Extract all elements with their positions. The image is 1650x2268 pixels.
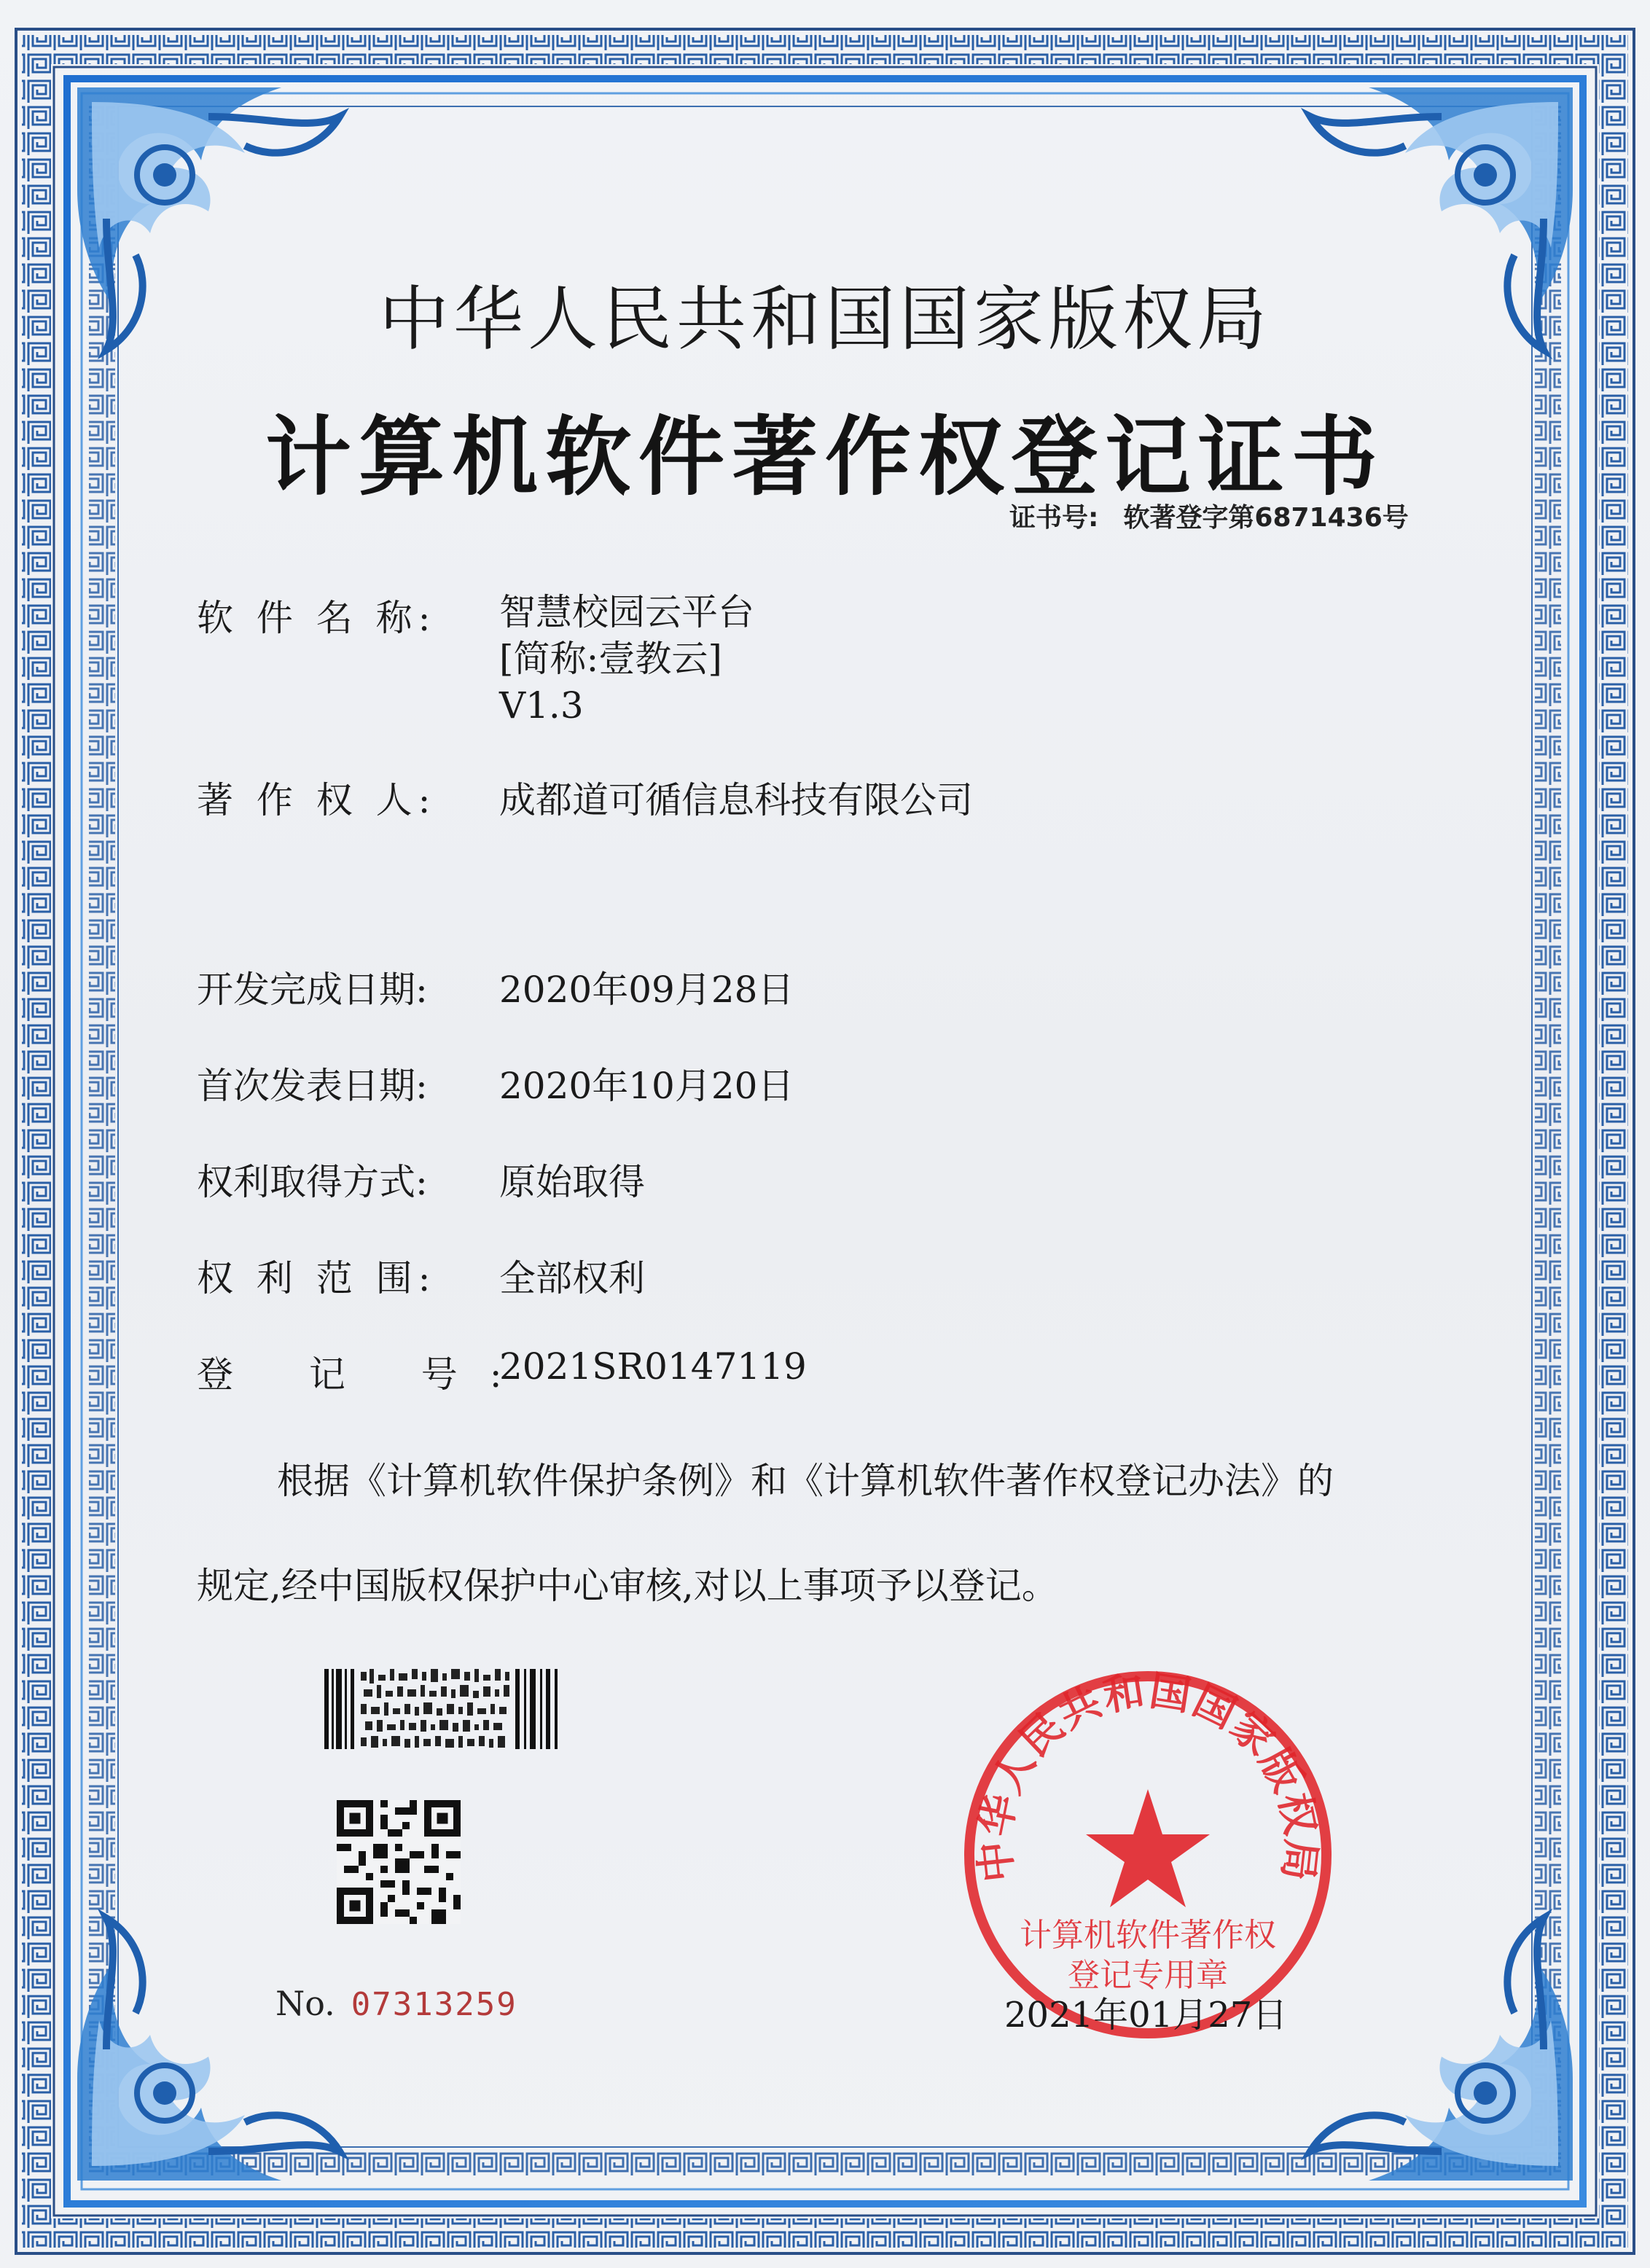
seal-inner-line-1: 计算机软件著作权 (1020, 1917, 1276, 1954)
statement-line-1: 根据《计算机软件保护条例》和《计算机软件著作权登记办法》的 (277, 1460, 1334, 1502)
field-value: 全部权利 (499, 1257, 645, 1299)
seal-outer-text: 中华人民共和国国家版权局 (971, 1667, 1325, 1885)
field-label: 开发完成日期: (197, 969, 428, 1011)
field-value: 原始取得 (499, 1161, 645, 1203)
software-name-line: 智慧校园云平台 (499, 591, 754, 633)
field-label: 登 记 号: (197, 1353, 534, 1396)
field-value: 2020年09月28日 (499, 969, 794, 1011)
field-value: 成都道可循信息科技有限公司 (499, 779, 973, 821)
field-label: 软 件 名 称: (197, 597, 437, 639)
barcode-image (324, 1669, 561, 1749)
field-value: 2020年10月20日 (499, 1065, 794, 1107)
serial-number (275, 1984, 517, 2023)
field-label: 权 利 范 围: (197, 1257, 437, 1299)
certificate-title: 计算机软件著作权登记证书 (265, 406, 1385, 507)
issuing-authority: 中华人民共和国国家版权局 (379, 278, 1271, 360)
field-label: 著 作 权 人: (197, 779, 437, 821)
qr-code-image (337, 1800, 461, 1924)
certificate-number-label: 证书号: (1009, 503, 1099, 533)
statement-line-2: 规定,经中国版权保护中心审核,对以上事项予以登记。 (197, 1565, 1058, 1607)
registration-statement (197, 1458, 1465, 1607)
field-value: 2021SR0147119 (499, 1345, 807, 1388)
serial-prefix: No. (275, 1984, 335, 2023)
software-short-name-line: [简称:壹教云] (499, 638, 722, 680)
serial-number-value: 07313259 (351, 1986, 517, 2023)
field-value (499, 589, 754, 729)
issue-date: 2021年01月27日 (1004, 1995, 1288, 2036)
certificate-number (1009, 497, 1409, 534)
seal-inner-line-2: 登记专用章 (1068, 1957, 1228, 1994)
field-label: 首次发表日期: (197, 1065, 428, 1107)
field-label: 权利取得方式: (197, 1161, 428, 1203)
certificate-number-value: 软著登字第6871436号 (1123, 503, 1409, 533)
software-version-line: V1.3 (499, 684, 584, 727)
